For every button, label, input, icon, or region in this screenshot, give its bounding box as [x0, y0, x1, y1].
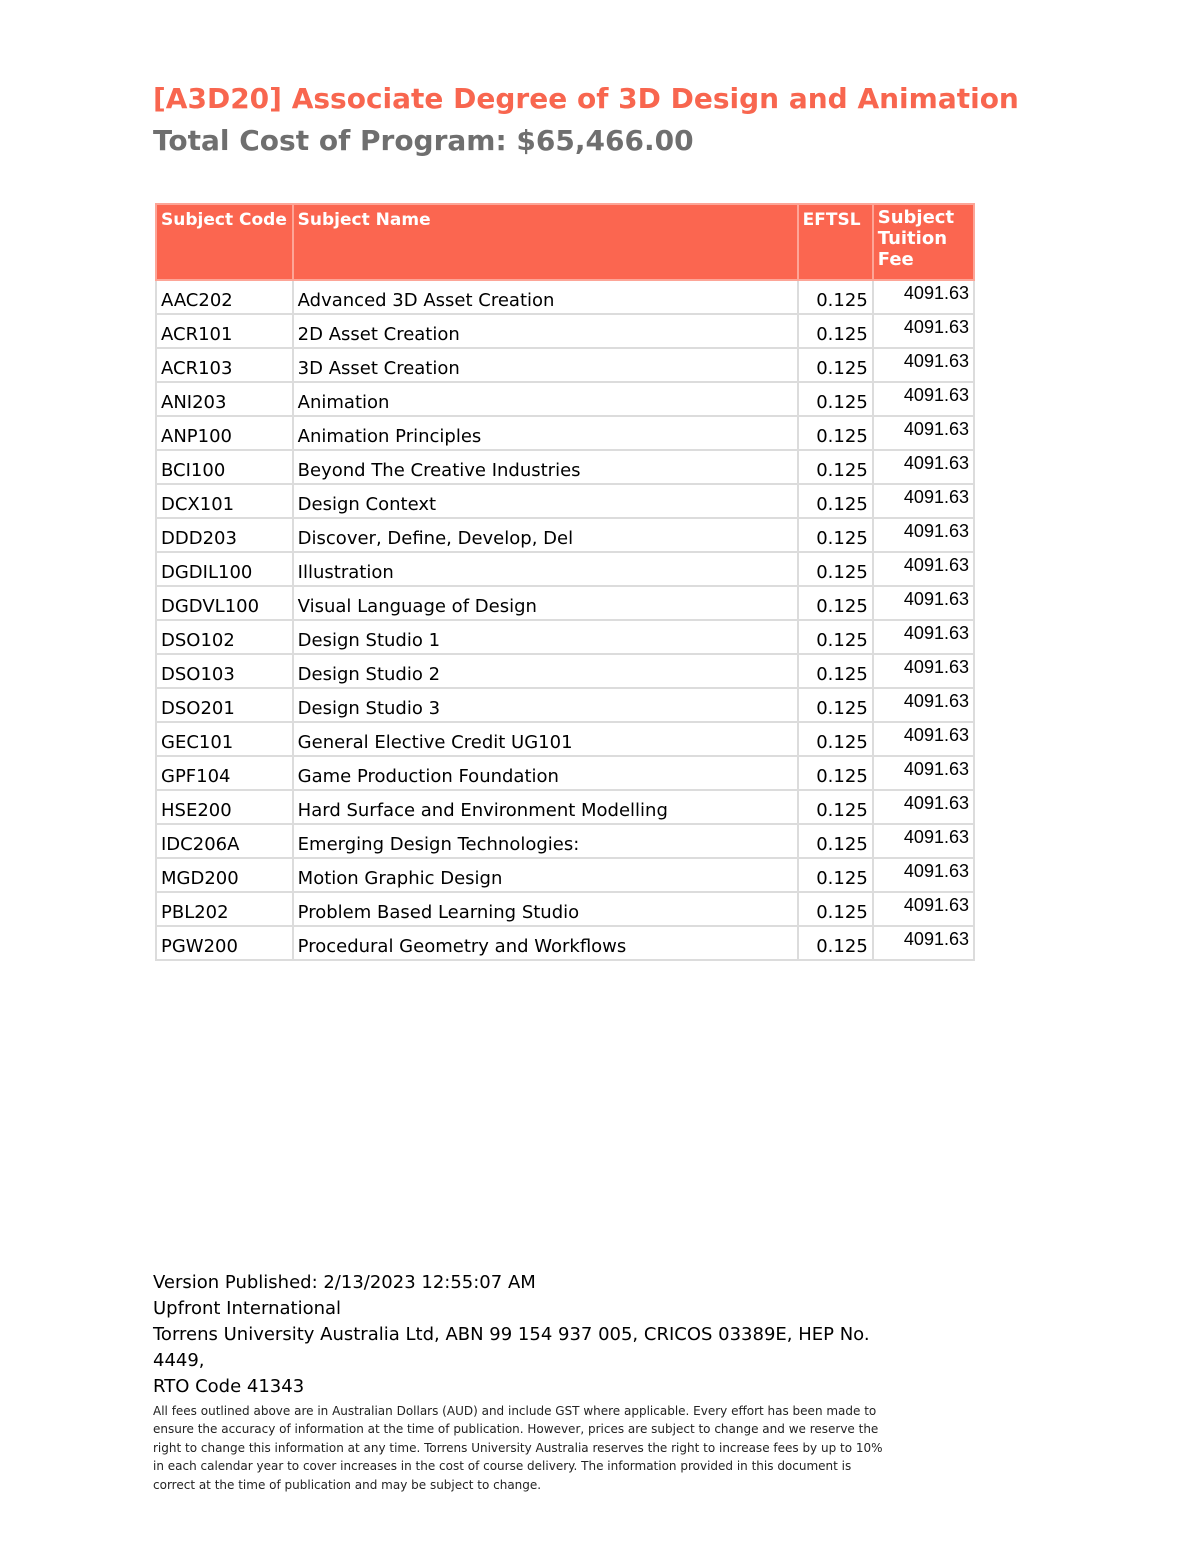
eftsl-cell: 0.125	[798, 586, 873, 620]
tuition-fee-cell: 4091.63	[873, 518, 974, 552]
tuition-fee-cell: 4091.63	[873, 348, 974, 382]
eftsl-cell: 0.125	[798, 416, 873, 450]
subject-code-cell: PGW200	[156, 926, 293, 960]
table-row	[156, 382, 974, 416]
eftsl-cell: 0.125	[798, 484, 873, 518]
table-row	[156, 722, 974, 756]
subject-name-cell: Illustration	[293, 552, 798, 586]
table-row	[156, 586, 974, 620]
subject-code-cell: DSO103	[156, 654, 293, 688]
subject-name-cell: Emerging Design Technologies:	[293, 824, 798, 858]
subject-name-cell: Discover, Define, Develop, Del	[293, 518, 798, 552]
table-row	[156, 620, 974, 654]
table-header-row	[156, 204, 974, 280]
table-row	[156, 280, 974, 314]
table-row	[156, 552, 974, 586]
table-row	[156, 790, 974, 824]
subject-code-cell: PBL202	[156, 892, 293, 926]
version-published: Version Published: 2/13/2023 12:55:07 AM	[153, 1272, 536, 1293]
eftsl-cell: 0.125	[798, 824, 873, 858]
subject-name-cell: Advanced 3D Asset Creation	[293, 280, 798, 314]
subject-code-cell: MGD200	[156, 858, 293, 892]
subject-name-cell: Game Production Foundation	[293, 756, 798, 790]
table-row	[156, 756, 974, 790]
eftsl-cell: 0.125	[798, 654, 873, 688]
subject-name-cell: Design Studio 3	[293, 688, 798, 722]
eftsl-cell: 0.125	[798, 756, 873, 790]
rto-code: RTO Code 41343	[153, 1376, 305, 1397]
subject-name-cell: Motion Graphic Design	[293, 858, 798, 892]
subject-code-cell: DGDVL100	[156, 586, 293, 620]
tuition-fee-cell: 4091.63	[873, 926, 974, 960]
eftsl-cell: 0.125	[798, 280, 873, 314]
column-header-subject-name: Subject Name	[293, 204, 798, 280]
table-row	[156, 314, 974, 348]
eftsl-cell: 0.125	[798, 858, 873, 892]
fee-disclaimer: All fees outlined above are in Australian Dollars (AUD) and include GST where applicable. Every effort has been made to ensure the accuracy of information at the time of publication. However, prices are subject to change and we reserve the right to change this information at any time. Torrens University Australia reserves the right to increase fees by up to 10% in each calendar year to cover increases in the cost of course delivery. The information provided in this document is correct at the time of publication and may be subject to change.	[153, 1404, 883, 1492]
subject-code-cell: DDD203	[156, 518, 293, 552]
tuition-fee-cell: 4091.63	[873, 586, 974, 620]
subject-name-cell: Animation Principles	[293, 416, 798, 450]
tuition-fee-cell: 4091.63	[873, 314, 974, 348]
subject-code-cell: ACR101	[156, 314, 293, 348]
tuition-fee-cell: 4091.63	[873, 688, 974, 722]
page-title: [A3D20] Associate Degree of 3D Design and Animation	[153, 82, 1019, 115]
subject-fee-table	[155, 203, 975, 961]
subject-code-cell: ANI203	[156, 382, 293, 416]
eftsl-cell: 0.125	[798, 314, 873, 348]
subject-name-cell: Hard Surface and Environment Modelling	[293, 790, 798, 824]
tuition-fee-cell: 4091.63	[873, 416, 974, 450]
subject-code-cell: AAC202	[156, 280, 293, 314]
tuition-fee-cell: 4091.63	[873, 756, 974, 790]
tuition-fee-cell: 4091.63	[873, 620, 974, 654]
subject-code-cell: DGDIL100	[156, 552, 293, 586]
total-cost: Total Cost of Program: $65,466.00	[153, 124, 694, 157]
eftsl-cell: 0.125	[798, 790, 873, 824]
subject-name-cell: 3D Asset Creation	[293, 348, 798, 382]
table-row	[156, 348, 974, 382]
column-header-subject-code: Subject Code	[156, 204, 293, 280]
tuition-fee-cell: 4091.63	[873, 280, 974, 314]
subject-code-cell: ANP100	[156, 416, 293, 450]
subject-name-cell: Visual Language of Design	[293, 586, 798, 620]
tuition-fee-cell: 4091.63	[873, 858, 974, 892]
student-type: Upfront International	[153, 1298, 342, 1319]
subject-code-cell: IDC206A	[156, 824, 293, 858]
table-row	[156, 416, 974, 450]
tuition-fee-cell: 4091.63	[873, 790, 974, 824]
subject-code-cell: DCX101	[156, 484, 293, 518]
subject-name-cell: Problem Based Learning Studio	[293, 892, 798, 926]
subject-name-cell: General Elective Credit UG101	[293, 722, 798, 756]
subject-code-cell: BCI100	[156, 450, 293, 484]
tuition-fee-cell: 4091.63	[873, 484, 974, 518]
subject-code-cell: HSE200	[156, 790, 293, 824]
eftsl-cell: 0.125	[798, 450, 873, 484]
tuition-fee-cell: 4091.63	[873, 382, 974, 416]
table-row	[156, 892, 974, 926]
column-header-eftsl: EFTSL	[798, 204, 873, 280]
subject-name-cell: Animation	[293, 382, 798, 416]
eftsl-cell: 0.125	[798, 688, 873, 722]
footer	[153, 1270, 893, 1494]
subject-code-cell: GPF104	[156, 756, 293, 790]
table-row	[156, 654, 974, 688]
subject-code-cell: GEC101	[156, 722, 293, 756]
subject-name-cell: Design Studio 1	[293, 620, 798, 654]
eftsl-cell: 0.125	[798, 892, 873, 926]
subject-code-cell: ACR103	[156, 348, 293, 382]
eftsl-cell: 0.125	[798, 348, 873, 382]
subject-name-cell: Design Context	[293, 484, 798, 518]
tuition-fee-cell: 4091.63	[873, 824, 974, 858]
eftsl-cell: 0.125	[798, 722, 873, 756]
table-row	[156, 450, 974, 484]
eftsl-cell: 0.125	[798, 518, 873, 552]
eftsl-cell: 0.125	[798, 620, 873, 654]
institution-details: Torrens University Australia Ltd, ABN 99 154 937 005, CRICOS 03389E, HEP No. 4449,	[153, 1324, 870, 1371]
subject-name-cell: Design Studio 2	[293, 654, 798, 688]
eftsl-cell: 0.125	[798, 926, 873, 960]
tuition-fee-cell: 4091.63	[873, 552, 974, 586]
tuition-fee-cell: 4091.63	[873, 722, 974, 756]
table-row	[156, 484, 974, 518]
subject-name-cell: Beyond The Creative Industries	[293, 450, 798, 484]
tuition-fee-cell: 4091.63	[873, 892, 974, 926]
subject-name-cell: Procedural Geometry and Workflows	[293, 926, 798, 960]
tuition-fee-cell: 4091.63	[873, 654, 974, 688]
table-row	[156, 926, 974, 960]
subject-code-cell: DSO201	[156, 688, 293, 722]
eftsl-cell: 0.125	[798, 552, 873, 586]
subject-name-cell: 2D Asset Creation	[293, 314, 798, 348]
table-body	[156, 280, 974, 960]
table-row	[156, 824, 974, 858]
tuition-fee-cell: 4091.63	[873, 450, 974, 484]
table-row	[156, 858, 974, 892]
column-header-tuition-fee: Subject Tuition Fee	[873, 204, 974, 280]
eftsl-cell: 0.125	[798, 382, 873, 416]
subject-code-cell: DSO102	[156, 620, 293, 654]
table-row	[156, 688, 974, 722]
table-row	[156, 518, 974, 552]
